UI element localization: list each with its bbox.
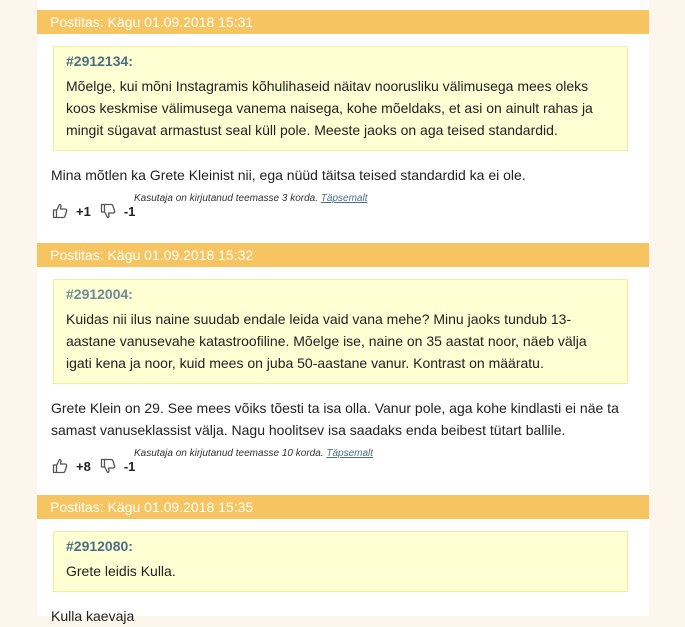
details-link[interactable]: Täpsemalt [320, 193, 368, 204]
quote-text: Mõelge, kui mõni Instagramis kõhulihaseid näitav noorusliku välimusega mees oleks koos keskmise välimusega vanema naisega, kohe mõeldaks, et asi on ainult rahas ja mingit sügavat armastust seal küll pole. Meeste jaoks on aga teised standardid. [66, 78, 593, 138]
upvote-count: +1 [76, 203, 91, 219]
details-link[interactable]: Täpsemalt [326, 448, 374, 459]
post-footer [37, 441, 649, 493]
post-header: Postitas: Kägu 01.09.2018 15:35 [37, 495, 649, 519]
post-body: Grete Klein on 29. See mees võiks tõesti ta isa olla. Vanur pole, aga kohe kindlasti ei näe ta samast vanuseklassist välja. Nagu hoolitsev isa saadaks enda beibest tütart ballile. [51, 400, 619, 438]
vote-controls [52, 458, 144, 474]
vote-controls [52, 203, 144, 219]
post-note-text: Kasutaja on kirjutanud teemasse 10 korda. [134, 448, 324, 459]
upvote-count: +8 [76, 458, 91, 474]
thumbs-up-icon[interactable] [52, 203, 68, 219]
post-note-text: Kasutaja on kirjutanud teemasse 3 korda. [134, 193, 318, 204]
thumbs-up-icon[interactable] [52, 458, 68, 474]
quote-block [53, 279, 628, 384]
post-body: Mina mõtlen ka Grete Kleinist nii, ega nüüd täitsa teised standardid ka ei ole. [51, 167, 526, 183]
quote-text: Grete leidis Kulla. [66, 563, 176, 579]
forum-post [37, 495, 649, 627]
downvote-count: -1 [123, 203, 136, 219]
post-header: Postitas: Kägu 01.09.2018 15:32 [37, 243, 649, 267]
quote-text: Kuidas nii ilus naine suudab endale leida vaid vana mehe? Minu jaoks tundub 13-aastane vanusevahe katastroofiline. Mõelge ise, naine on 35 aastat noor, näeb välja igati kena ja noor, kuid mees on juba 50-aastane vanur. Kontrast on määratu. [66, 311, 587, 371]
quote-block [53, 46, 628, 151]
quote-id-link[interactable]: #2912134: [66, 53, 133, 69]
post-header: Postitas: Kägu 01.09.2018 15:31 [37, 10, 649, 34]
post-footer [37, 186, 649, 238]
post-note [134, 193, 367, 204]
forum-thread [37, 0, 649, 624]
thumbs-down-icon[interactable] [100, 458, 116, 474]
thumbs-down-icon[interactable] [100, 203, 116, 219]
forum-post [37, 243, 649, 493]
quote-id-link[interactable]: #2912080: [66, 538, 133, 554]
quote-block [53, 531, 628, 592]
forum-post [37, 10, 649, 238]
post-body: Kulla kaevaja [51, 608, 135, 624]
post-note [134, 448, 373, 459]
downvote-count: -1 [123, 458, 136, 474]
quote-id-link[interactable]: #2912004: [66, 286, 133, 302]
